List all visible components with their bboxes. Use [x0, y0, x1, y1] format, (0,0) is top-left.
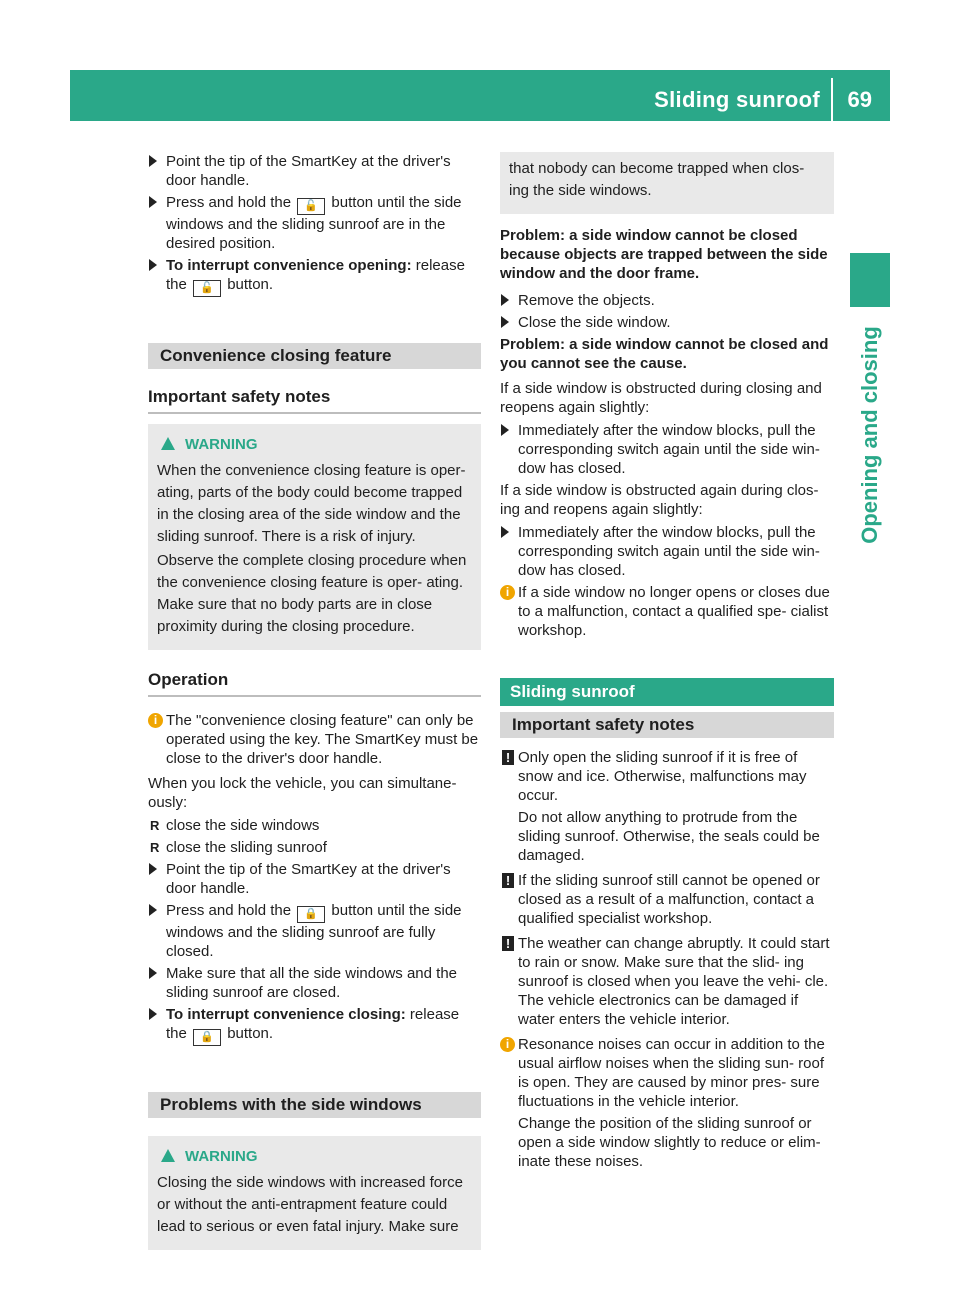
step-text: release the — [166, 257, 465, 293]
warning-title-text: WARNING — [185, 436, 258, 453]
bullet-item — [148, 838, 481, 857]
paragraph: If a side window is obstructed during closing and reopens again slightly: — [500, 380, 822, 416]
step — [148, 193, 481, 253]
subsection-heading: Important safety notes — [500, 712, 834, 738]
step-text: Immediately after the window blocks, pull the corresponding switch again until the side win- dow has closed. — [518, 524, 820, 579]
info-icon: i — [500, 1037, 515, 1052]
problem-heading: Problem: a side window cannot be closed and you cannot see the cause. — [500, 336, 829, 372]
notice-text: If the sliding sunroof still cannot be opened or closed as a result of a malfunction, contact a qualified specialist workshop. — [518, 872, 820, 927]
warning-box — [148, 1136, 481, 1250]
notice — [500, 934, 834, 1029]
step-text: Immediately after the window blocks, pull the corresponding switch again until the side win- dow has closed. — [518, 422, 820, 477]
step — [148, 256, 481, 297]
step-bold: To interrupt convenience closing: — [166, 1006, 406, 1023]
step — [500, 291, 834, 310]
side-label — [850, 320, 890, 550]
side-label-text: Opening and closing — [857, 326, 882, 544]
note-text: Resonance noises can occur in addition to the usual airflow noises when the sliding sun- roof is open. They are caused by minor pres- sure fluctuations in the vehicle interior. — [518, 1036, 825, 1110]
info-note — [500, 583, 834, 640]
warning-text: Observe the complete closing procedure when the convenience closing feature is oper- ating. Make sure that no body parts are in close proximity during the closing procedure. — [157, 552, 467, 635]
info-note — [500, 1035, 834, 1171]
header-divider — [831, 78, 833, 121]
paragraph: When you lock the vehicle, you can simultane- ously: — [148, 775, 457, 811]
step — [500, 523, 834, 580]
step-text: Press and hold the — [166, 194, 296, 211]
arrow-icon — [501, 294, 509, 306]
subheading: Operation — [148, 670, 481, 697]
arrow-icon — [501, 316, 509, 328]
header-bar — [70, 70, 890, 121]
step — [148, 152, 481, 190]
info-icon: i — [500, 585, 515, 600]
warning-text: that nobody can become trapped when clos- ing the side windows. — [509, 160, 805, 199]
warning-text: Closing the side windows with increased force or without the anti-entrapment feature could lead to serious or even fatal injury. Make sure — [157, 1174, 463, 1235]
page-number: 69 — [847, 87, 872, 112]
note-text: If a side window no longer opens or closes due to a malfunction, contact a qualified spe- cialist workshop. — [518, 584, 830, 639]
unlock-key-icon: 🔓 — [297, 198, 325, 215]
step-text: Close the side window. — [518, 314, 671, 331]
subheading: Important safety notes — [148, 387, 481, 414]
header-title: Sliding sunroof — [654, 87, 820, 112]
notice-text: Do not allow anything to protrude from the sliding sunroof. Otherwise, the seals could be damaged. — [518, 809, 820, 864]
step-text: Make sure that all the side windows and the sliding sunroof are closed. — [166, 965, 457, 1001]
step-text: button until the side windows and the sliding sunroof are fully closed. — [166, 902, 462, 960]
step — [148, 1005, 481, 1046]
step — [500, 313, 834, 332]
section-heading: Sliding sunroof — [500, 678, 834, 706]
arrow-icon — [149, 1008, 157, 1020]
bullet-icon: R — [150, 840, 160, 855]
notice-text: The weather can change abruptly. It could start to rain or snow. Make sure that the slid- ing sunroof is closed when you leave the vehi- cle. The vehicle electronics can be damaged if water enters the vehicle interior. — [518, 935, 830, 1028]
left-column — [148, 152, 481, 1270]
notice-text: Only open the sliding sunroof if it is free of snow and ice. Otherwise, malfunctions may occur. — [518, 749, 807, 804]
arrow-icon — [149, 904, 157, 916]
step — [500, 421, 834, 478]
warning-icon — [161, 437, 175, 450]
step-text: Point the tip of the SmartKey at the driver's door handle. — [166, 861, 451, 897]
paragraph: If a side window is obstructed again during clos- ing and reopens again slightly: — [500, 482, 819, 518]
exclamation-icon: ! — [502, 873, 514, 888]
bullet-icon: R — [150, 818, 160, 833]
arrow-icon — [149, 967, 157, 979]
exclamation-icon: ! — [502, 750, 514, 765]
side-tab-marker — [850, 253, 890, 307]
lock-key-icon: 🔒 — [193, 1029, 221, 1046]
arrow-icon — [149, 196, 157, 208]
note-text: The "convenience closing feature" can only be operated using the key. The SmartKey must be close to the driver's door handle. — [166, 712, 479, 767]
warning-title — [157, 1146, 473, 1168]
section-heading: Problems with the side windows — [148, 1092, 481, 1118]
arrow-icon — [501, 424, 509, 436]
warning-box — [148, 424, 481, 650]
warning-icon — [161, 1149, 175, 1162]
note-text: Change the position of the sliding sunroof or open a side window slightly to reduce or elim- inate these noises. — [518, 1115, 821, 1170]
step-bold: To interrupt convenience opening: — [166, 257, 412, 274]
info-icon: i — [148, 713, 163, 728]
arrow-icon — [501, 526, 509, 538]
step — [148, 964, 481, 1002]
bullet-text: close the sliding sunroof — [166, 839, 327, 856]
step-text: button. — [223, 1025, 274, 1042]
step-text: release the — [166, 1006, 460, 1042]
notice — [500, 748, 834, 865]
step-text: Point the tip of the SmartKey at the driver's door handle. — [166, 153, 451, 189]
arrow-icon — [149, 259, 157, 271]
exclamation-icon: ! — [502, 936, 514, 951]
bullet-item — [148, 816, 481, 835]
arrow-icon — [149, 155, 157, 167]
arrow-icon — [149, 863, 157, 875]
warning-text: When the convenience closing feature is oper- ating, parts of the body could become trapped in the closing area of the side window and the sliding sunroof. There is a risk of injury. — [157, 462, 466, 545]
step — [148, 860, 481, 898]
lock-key-icon: 🔒 — [297, 906, 325, 923]
step-text: Remove the objects. — [518, 292, 655, 309]
step — [148, 901, 481, 961]
step-text: button. — [223, 276, 274, 293]
unlock-key-icon: 🔓 — [193, 280, 221, 297]
step-text: button until the side windows and the sliding sunroof are in the desired position. — [166, 194, 462, 252]
section-heading: Convenience closing feature — [148, 343, 481, 369]
warning-title-text: WARNING — [185, 1148, 258, 1165]
problem-heading: Problem: a side window cannot be closed because objects are trapped between the side window and the door frame. — [500, 227, 828, 282]
warning-continuation — [500, 152, 834, 214]
info-note — [148, 711, 481, 768]
step-text: Press and hold the — [166, 902, 296, 919]
right-column — [500, 152, 834, 1177]
bullet-text: close the side windows — [166, 817, 320, 834]
warning-title — [157, 434, 473, 456]
notice — [500, 871, 834, 928]
